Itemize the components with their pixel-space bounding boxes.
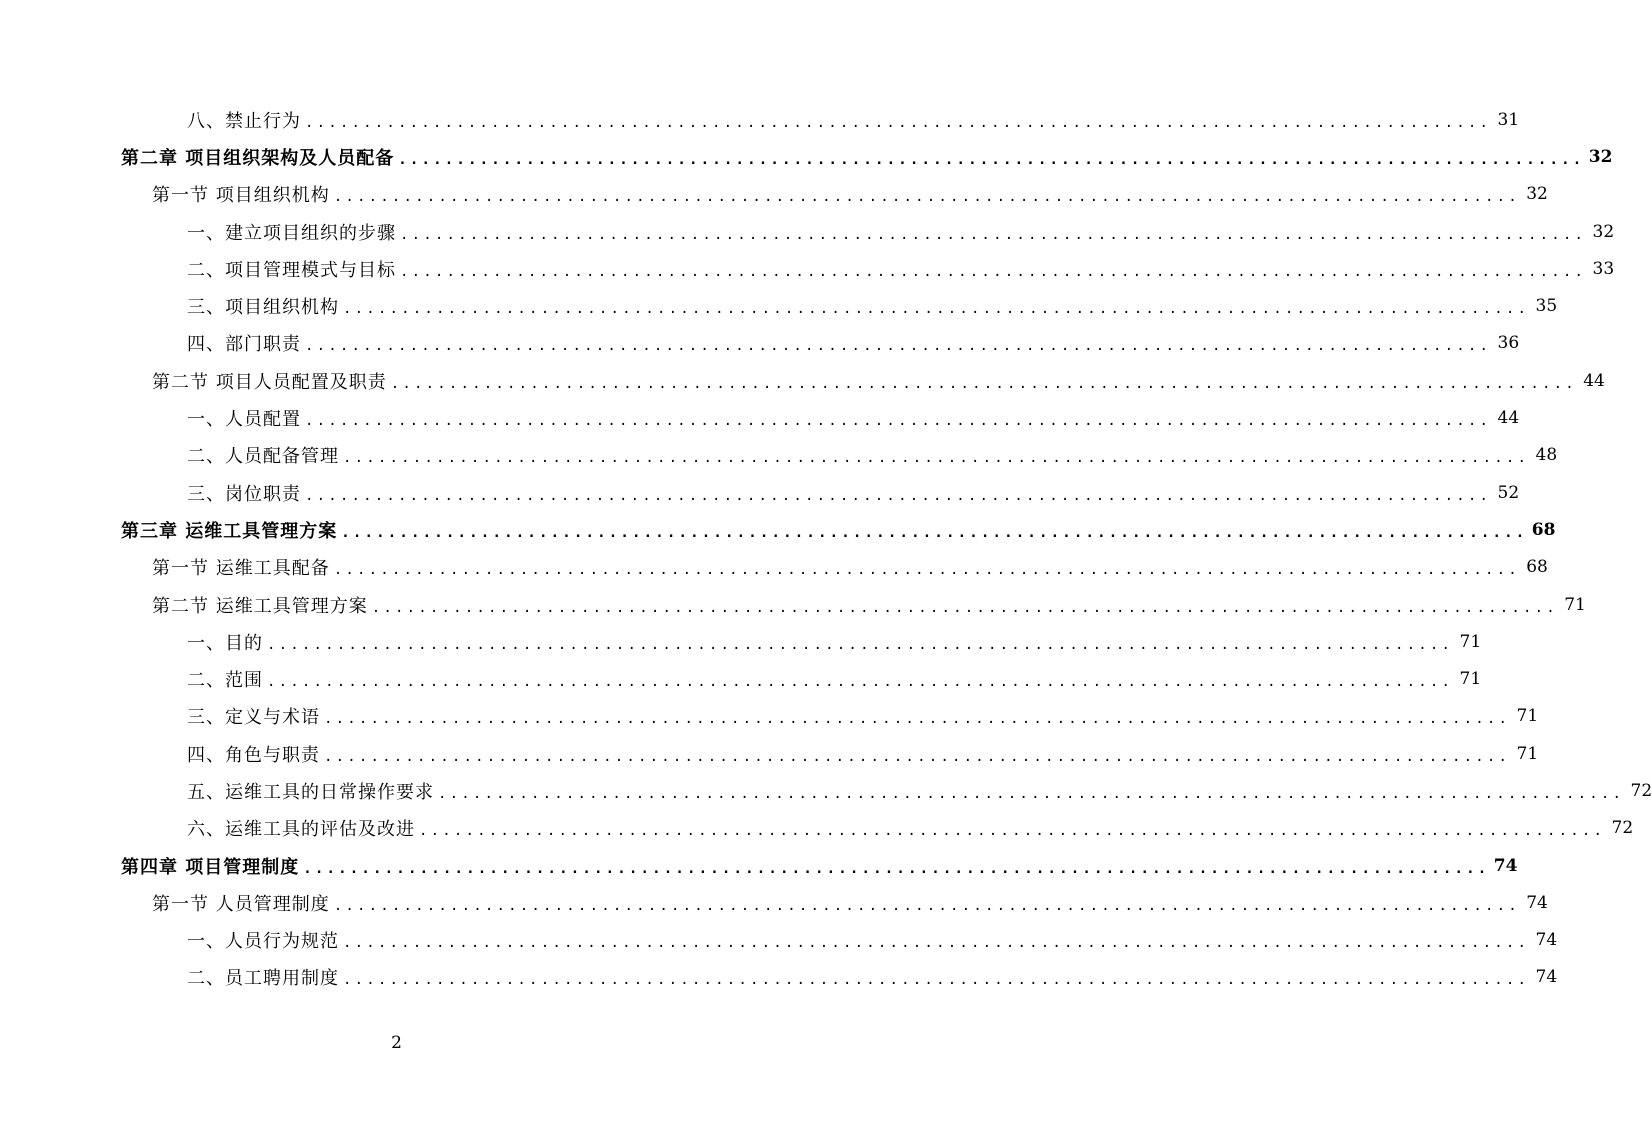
toc-entry-item[interactable] <box>0 698 1539 735</box>
toc-dot-leader: ...................................................................................................... <box>305 413 1492 430</box>
toc-entry-title: 第二节 运维工具管理方案 <box>152 595 368 617</box>
toc-entry-title: 第四章 项目管理制度 <box>121 856 300 878</box>
toc-entry-title: 第一节 项目组织机构 <box>152 185 330 207</box>
toc-entry-page: 72 <box>1611 818 1634 839</box>
toc-dot-leader: ...................................................................................................... <box>324 748 1511 765</box>
toc-entry-page: 71 <box>1516 743 1539 764</box>
toc-entry-section[interactable] <box>0 586 1586 623</box>
toc-entry-item[interactable] <box>0 735 1539 772</box>
toc-entry-page: 32 <box>1588 146 1613 167</box>
toc-entry-page: 74 <box>1535 930 1558 951</box>
toc-dot-leader: ...................................................................................................... <box>267 674 1454 691</box>
toc-dot-leader: ...................................................................................................... <box>419 823 1606 840</box>
toc-entry-title: 八、禁止行为 <box>187 110 301 132</box>
toc-dot-leader: ...................................................................................................... <box>305 114 1492 131</box>
toc-entry-chapter[interactable] <box>0 511 1556 548</box>
table-of-contents <box>0 101 1652 996</box>
toc-entry-item[interactable] <box>0 325 1520 362</box>
toc-entry-page: 35 <box>1535 296 1558 317</box>
toc-entry-title: 第一节 人员管理制度 <box>152 893 330 915</box>
toc-entry-title: 一、建立项目组织的步骤 <box>187 222 396 244</box>
toc-entry-page: 31 <box>1497 109 1520 130</box>
toc-entry-page: 68 <box>1531 519 1556 540</box>
toc-entry-title: 第二节 项目人员配置及职责 <box>152 371 387 393</box>
toc-entry-title: 第二章 项目组织架构及人员配备 <box>121 147 395 169</box>
toc-entry-item[interactable] <box>0 101 1520 138</box>
toc-entry-page: 71 <box>1516 706 1539 727</box>
toc-entry-item[interactable] <box>0 623 1482 660</box>
toc-dot-leader: ...................................................................................................... <box>400 226 1587 243</box>
toc-dot-leader: ...................................................................................................... <box>341 524 1528 541</box>
toc-entry-title: 二、项目管理模式与目标 <box>187 259 396 281</box>
toc-dot-leader: ...................................................................................................... <box>305 338 1492 355</box>
toc-entry-title: 四、角色与职责 <box>187 744 320 766</box>
toc-entry-title: 五、运维工具的日常操作要求 <box>187 781 434 803</box>
toc-entry-item[interactable] <box>0 772 1652 809</box>
toc-dot-leader: ...................................................................................................... <box>267 636 1454 653</box>
toc-entry-page: 48 <box>1535 445 1558 466</box>
toc-dot-leader: ...................................................................................................... <box>305 487 1492 504</box>
toc-entry-page: 32 <box>1526 184 1548 205</box>
toc-entry-page: 74 <box>1526 892 1548 913</box>
toc-entry-title: 二、员工聘用制度 <box>187 968 339 990</box>
toc-entry-title: 三、项目组织机构 <box>187 297 339 319</box>
toc-entry-page: 74 <box>1493 855 1518 876</box>
toc-dot-leader: ...................................................................................................... <box>333 562 1520 579</box>
toc-dot-leader: ...................................................................................................... <box>371 599 1558 616</box>
toc-entry-page: 71 <box>1459 631 1482 652</box>
toc-entry-page: 68 <box>1526 557 1548 578</box>
toc-dot-leader: ...................................................................................................... <box>343 301 1530 318</box>
toc-entry-item[interactable] <box>0 959 1558 996</box>
toc-entry-item[interactable] <box>0 437 1558 474</box>
toc-dot-leader: ...................................................................................................... <box>324 711 1511 728</box>
toc-entry-section[interactable] <box>0 362 1605 399</box>
page-number: 2 <box>391 1033 402 1053</box>
toc-entry-title: 六、运维工具的评估及改进 <box>187 819 415 841</box>
toc-entry-title: 二、人员配备管理 <box>187 446 339 468</box>
toc-entry-page: 36 <box>1497 333 1520 354</box>
toc-entry-title: 四、部门职责 <box>187 334 301 356</box>
toc-entry-page: 74 <box>1535 967 1558 988</box>
toc-entry-title: 一、人员配置 <box>187 409 301 431</box>
toc-dot-leader: ...................................................................................................... <box>400 263 1587 280</box>
toc-entry-item[interactable] <box>0 474 1520 511</box>
toc-entry-page: 71 <box>1564 594 1586 615</box>
toc-dot-leader: ...................................................................................................... <box>303 860 1490 877</box>
toc-entry-chapter[interactable] <box>0 847 1518 884</box>
toc-dot-leader: ...................................................................................................... <box>438 785 1625 802</box>
toc-entry-title: 一、人员行为规范 <box>187 931 339 953</box>
toc-entry-section[interactable] <box>0 176 1548 213</box>
toc-entry-item[interactable] <box>0 287 1558 324</box>
toc-entry-item[interactable] <box>0 922 1558 959</box>
toc-entry-title: 三、岗位职责 <box>187 483 301 505</box>
toc-dot-leader: ...................................................................................................... <box>343 450 1530 467</box>
toc-entry-item[interactable] <box>0 399 1520 436</box>
toc-entry-section[interactable] <box>0 549 1548 586</box>
toc-entry-page: 44 <box>1583 370 1605 391</box>
toc-entry-chapter[interactable] <box>0 138 1613 175</box>
toc-entry-item[interactable] <box>0 250 1615 287</box>
toc-entry-title: 第一节 运维工具配备 <box>152 558 330 580</box>
toc-entry-page: 52 <box>1497 482 1520 503</box>
toc-dot-leader: ...................................................................................................... <box>343 935 1530 952</box>
toc-entry-title: 一、目的 <box>187 632 263 654</box>
toc-entry-page: 32 <box>1592 221 1615 242</box>
toc-dot-leader: ...................................................................................................... <box>398 151 1585 168</box>
toc-dot-leader: ...................................................................................................... <box>390 375 1577 392</box>
toc-entry-page: 33 <box>1592 258 1615 279</box>
toc-entry-section[interactable] <box>0 884 1548 921</box>
toc-dot-leader: ...................................................................................................... <box>333 189 1520 206</box>
toc-entry-item[interactable] <box>0 660 1482 697</box>
toc-entry-item[interactable] <box>0 213 1615 250</box>
toc-dot-leader: ...................................................................................................... <box>333 897 1520 914</box>
toc-entry-item[interactable] <box>0 810 1634 847</box>
toc-dot-leader: ...................................................................................................... <box>343 972 1530 989</box>
toc-entry-page: 71 <box>1459 669 1482 690</box>
toc-entry-page: 72 <box>1630 780 1652 801</box>
toc-entry-title: 三、定义与术语 <box>187 707 320 729</box>
toc-entry-page: 44 <box>1497 408 1520 429</box>
toc-entry-title: 第三章 运维工具管理方案 <box>121 520 338 542</box>
toc-entry-title: 二、范围 <box>187 670 263 692</box>
